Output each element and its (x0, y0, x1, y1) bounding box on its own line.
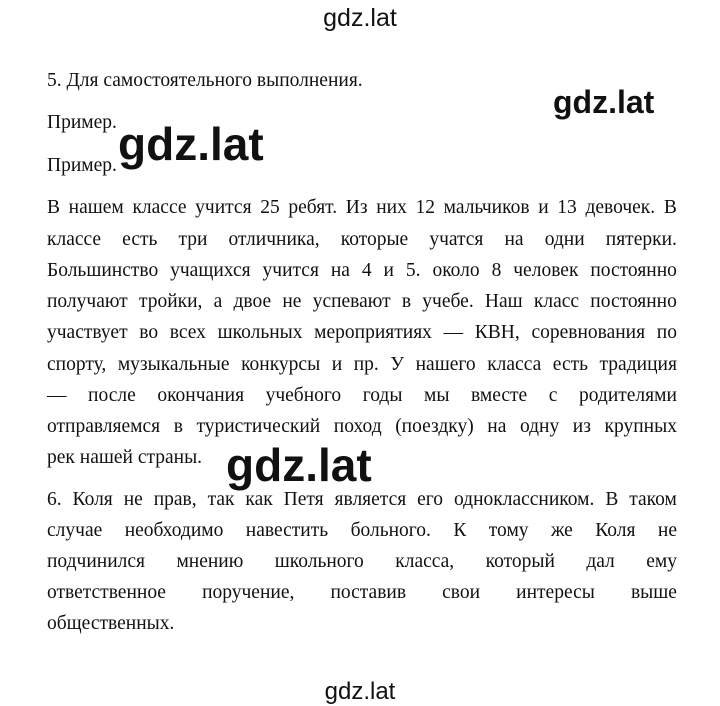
word: постоянно (590, 291, 677, 312)
word: двое (233, 291, 272, 312)
word: постоянно (590, 260, 677, 281)
word: выше (630, 582, 677, 603)
word: так (207, 489, 235, 510)
word: поход (333, 416, 382, 437)
task5-line-2 (47, 230, 677, 250)
word: таком (629, 489, 677, 510)
word: ребят. (288, 197, 338, 218)
word: отправляемся (47, 416, 161, 437)
word: случае (47, 520, 103, 541)
word: больного. (350, 520, 431, 541)
word: тройки, (138, 291, 203, 312)
word: есть (122, 229, 158, 250)
word: во (139, 322, 159, 343)
word: тому (488, 520, 529, 541)
task5-line-9: рек нашей страны. (47, 447, 203, 468)
word: вместе (471, 385, 528, 406)
word: родителями (578, 385, 677, 406)
word: по (656, 322, 677, 343)
task6-line-1 (47, 490, 677, 510)
word: девочек. (585, 197, 656, 218)
word: класса, (395, 551, 455, 572)
word: спорту, (47, 354, 107, 375)
word: дал (586, 551, 615, 572)
task5-example-1: Пример. (47, 112, 117, 133)
task5-heading: 5. Для самостоятельного выполнения. (47, 70, 363, 91)
word: У (390, 354, 405, 375)
word: — (47, 385, 67, 406)
word: не (657, 520, 677, 541)
word: 25 (260, 197, 280, 218)
word: успевают (312, 291, 391, 312)
task6-line-2 (47, 521, 677, 541)
word: Наш (484, 291, 523, 312)
word: и (538, 197, 549, 218)
word: мнению (176, 551, 244, 572)
task5-line-3 (47, 261, 677, 281)
word: класс (533, 291, 580, 312)
word: интересы (516, 582, 595, 603)
word: отличника, (228, 229, 320, 250)
task5-line-8 (47, 417, 677, 437)
word: них (376, 197, 407, 218)
word: является (334, 489, 407, 510)
word: есть (552, 354, 589, 375)
word: как (245, 489, 273, 510)
word: окончания (157, 385, 245, 406)
word: туристический (196, 416, 321, 437)
task5-line-6 (47, 355, 677, 375)
word: же (550, 520, 573, 541)
word: В (605, 489, 619, 510)
word: Петя (283, 489, 324, 510)
word: учится (195, 197, 252, 218)
word: подчинился (47, 551, 146, 572)
word: навестить (245, 520, 329, 541)
word: учатся (429, 229, 484, 250)
word: В (663, 197, 677, 218)
word: мероприятиях (314, 322, 432, 343)
word: на (487, 416, 507, 437)
word: три (178, 229, 208, 250)
word: из (572, 416, 591, 437)
task6-line-3 (47, 552, 677, 572)
word: поручение, (202, 582, 295, 603)
watermark-big-2: gdz.lat (226, 439, 372, 491)
word: его (417, 489, 444, 510)
word: всех (169, 322, 206, 343)
word: учится (262, 260, 319, 281)
word: мы (424, 385, 450, 406)
word: человек (513, 260, 579, 281)
word: не (282, 291, 302, 312)
word: необходимо (124, 520, 224, 541)
word: мальчиков (443, 197, 530, 218)
word: получают (47, 291, 128, 312)
watermark-bottom: gdz.lat (324, 678, 396, 705)
word: 12 (415, 197, 436, 218)
word: на (330, 260, 350, 281)
word: нашем (68, 197, 124, 218)
word: КВН, (474, 322, 520, 343)
word: в (173, 416, 183, 437)
word: нашего (415, 354, 476, 375)
word: 13 (557, 197, 577, 218)
word: Коля (595, 520, 636, 541)
word: который (485, 551, 555, 572)
task5-line-1 (47, 198, 677, 218)
word: Большинство (47, 260, 159, 281)
word: не (123, 489, 143, 510)
watermark-big-1: gdz.lat (118, 118, 264, 170)
task5-line-4 (47, 292, 677, 312)
word: 5. (405, 260, 421, 281)
word: классе (132, 197, 187, 218)
word: одноклассником. (453, 489, 595, 510)
word: музыкальные (117, 354, 230, 375)
word: годы (362, 385, 403, 406)
word: поставив (330, 582, 407, 603)
word: классе (47, 229, 102, 250)
word: 4 (361, 260, 372, 281)
word: одни (544, 229, 585, 250)
word: 6. (47, 489, 62, 510)
word: свои (442, 582, 481, 603)
word: В (47, 197, 61, 218)
task5-line-7 (47, 386, 677, 406)
word: пятерки. (605, 229, 677, 250)
word: — (443, 322, 464, 343)
word: традиция (599, 354, 677, 375)
word: школьного (274, 551, 364, 572)
word: с (548, 385, 558, 406)
word: К (453, 520, 467, 541)
watermark-top: gdz.lat (323, 4, 397, 32)
task5-line-5 (47, 323, 677, 343)
task5-example-2: Пример. (47, 155, 117, 176)
task6-line-4 (47, 583, 677, 603)
word: учебного (265, 385, 342, 406)
word: соревнования (531, 322, 646, 343)
word: школьных (217, 322, 303, 343)
word: одну (519, 416, 560, 437)
word: а (213, 291, 223, 312)
word: после (88, 385, 136, 406)
word: которые (340, 229, 409, 250)
word: (поездку) (395, 416, 474, 437)
word: Из (345, 197, 368, 218)
word: 8 (491, 260, 502, 281)
task6-line-5: общественных. (47, 613, 175, 634)
word: в (401, 291, 412, 312)
word: ответственное (47, 582, 166, 603)
word: на (504, 229, 524, 250)
word: и (331, 354, 343, 375)
word: учащихся (170, 260, 251, 281)
word: участвует (47, 322, 128, 343)
word: учебе. (422, 291, 474, 312)
word: конкурсы (241, 354, 321, 375)
word: около (432, 260, 480, 281)
word: и (383, 260, 394, 281)
word: пр. (353, 354, 379, 375)
word: Коля (72, 489, 113, 510)
word: класса (487, 354, 542, 375)
watermark-right: gdz.lat (553, 84, 655, 120)
word: ему (646, 551, 677, 572)
word: крупных (604, 416, 677, 437)
word: прав, (153, 489, 197, 510)
